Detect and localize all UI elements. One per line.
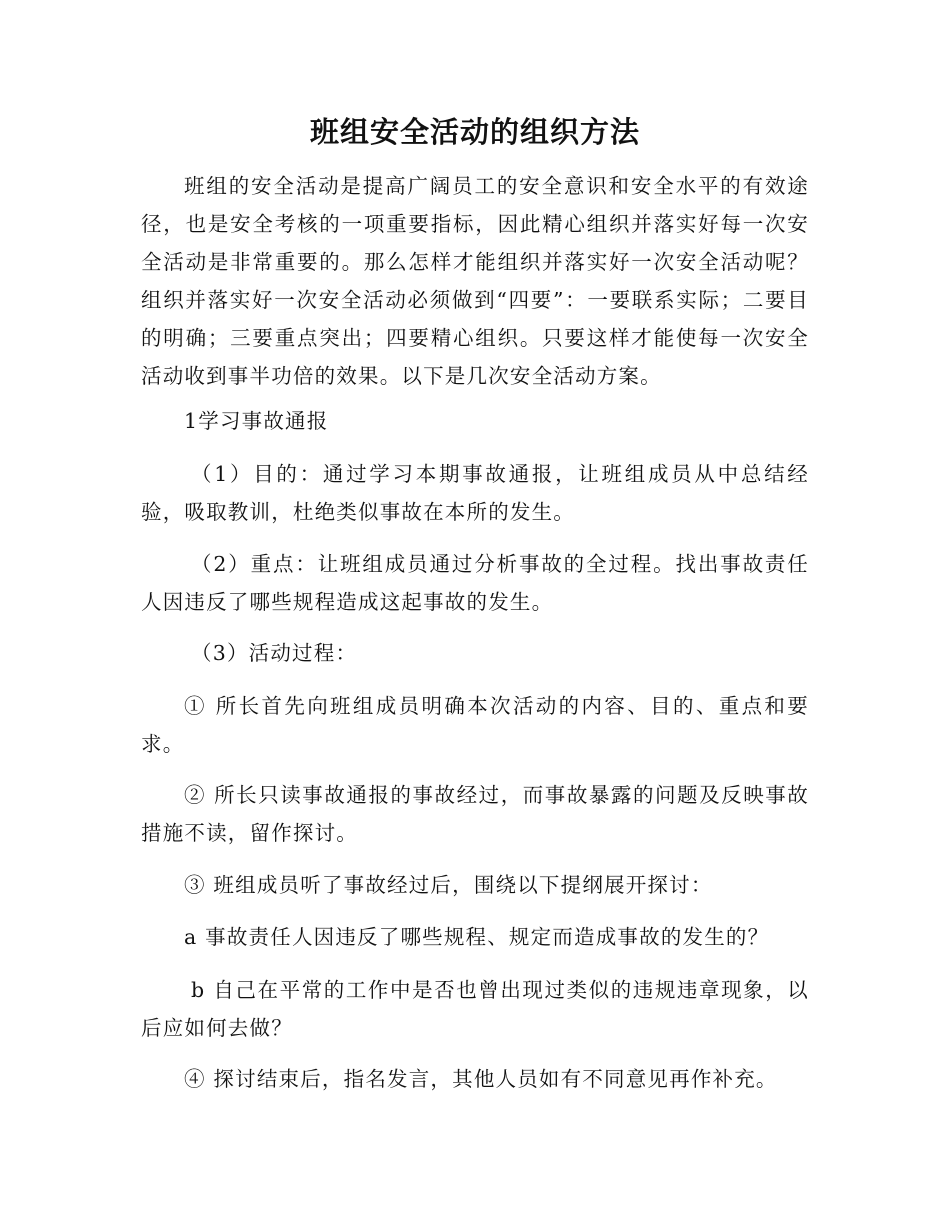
step-4 xyxy=(141,1060,809,1098)
intro-paragraph xyxy=(141,167,809,395)
step-2-text: ② 所长只读事故通报的事故经过，而事故暴露的问题及反映事故措施不读，留作探讨。 xyxy=(141,783,809,845)
purpose-paragraph xyxy=(141,455,809,531)
step-3 xyxy=(141,866,809,904)
purpose-text: （1）目的：通过学习本期事故通报，让班组成员从中总结经验，吸取教训，杜绝类似事故在本所的发生。 xyxy=(141,462,809,524)
document-title: 班组安全活动的组织方法 xyxy=(309,115,640,149)
intro-text: 班组的安全活动是提高广阔员工的安全意识和安全水平的有效途径，也是安全考核的一项重要指标，因此精心组织并落实好每一次安全活动是非常重要的。那么怎样才能组织并落实好一次安全活动呢？组织并落实好一次安全活动必须做到“四要”：一要联系实际；二要目的明确；三要重点突出；四要精心组织。只要这样才能使每一次安全活动收到事半功倍的效果。以下是几次安全活动方案。 xyxy=(141,174,809,388)
section-heading-text: 1学习事故通报 xyxy=(184,409,329,433)
question-a-text: a 事故责任人因违反了哪些规程、规定而造成事故的发生的？ xyxy=(184,925,770,949)
step-2 xyxy=(141,776,809,852)
question-a xyxy=(141,918,809,956)
question-b-text: b 自己在平常的工作中是否也曾出现过类似的违规违章现象，以后应如何去做？ xyxy=(141,978,809,1040)
question-b xyxy=(141,971,809,1047)
step-1 xyxy=(141,687,809,763)
section-heading-1 xyxy=(141,402,809,440)
focus-paragraph xyxy=(141,545,809,621)
step-3-text: ③ 班组成员听了事故经过后，围绕以下提纲展开探讨： xyxy=(184,873,713,897)
step-1-text: ① 所长首先向班组成员明确本次活动的内容、目的、重点和要求。 xyxy=(141,694,809,756)
step-4-text: ④ 探讨结束后，指名发言，其他人员如有不同意见再作补充。 xyxy=(184,1067,778,1091)
focus-text: （2）重点：让班组成员通过分析事故的全过程。找出事故责任人因违反了哪些规程造成这起事故的发生。 xyxy=(141,552,809,614)
process-heading-text: （3）活动过程： xyxy=(191,641,358,665)
process-heading xyxy=(141,634,809,672)
